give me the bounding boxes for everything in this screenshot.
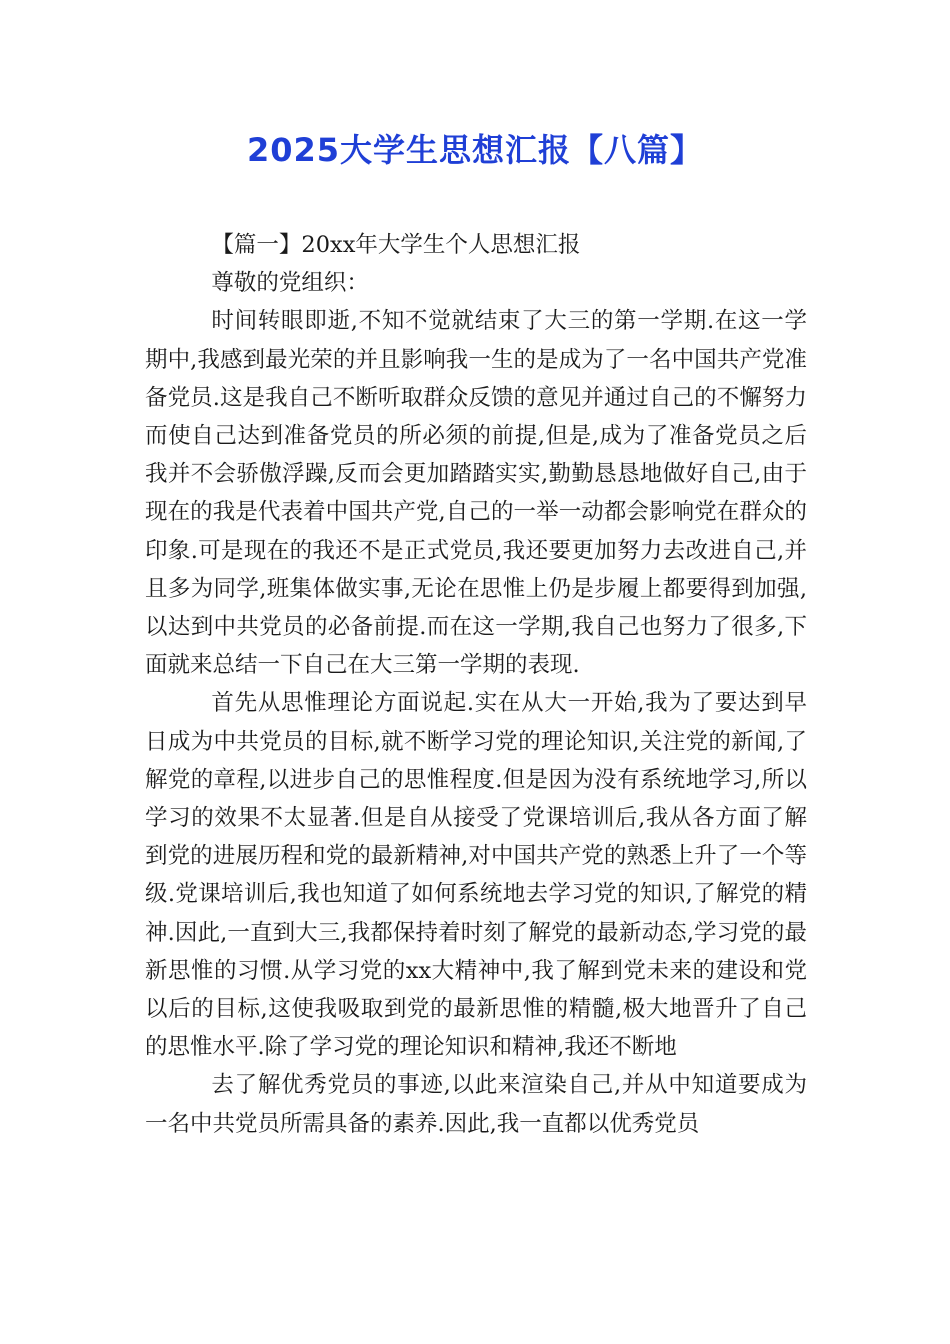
document-title: 2025大学生思想汇报【八篇】	[246, 131, 704, 169]
body-paragraph: 首先从思惟理论方面说起.实在从大一开始,我为了要达到早日成为中共党员的目标,就不断学习党的理论知识,关注党的新闻,了解党的章程,以进步自己的思惟程度.但是因为没有系统地学习,所以学习的效果不太显著.但是自从接受了党课培训后,我从各方面了解到党的进展历程和党的最新精神,对中国共产党的熟悉上升了一个等级.党课培训后,我也知道了如何系统地去学习党的知识,了解党的精神.因此,一直到大三,我都保持着时刻了解党的最新动态,学习党的最新思惟的习惯.从学习党的xx大精神中,我了解到党未来的建设和党以后的目标,这使我吸取到党的最新思惟的精髓,极大地晋升了自己的思惟水平.除了学习党的理论知识和精神,我还不断地	[145, 690, 807, 1061]
section-heading: 【篇一】20xx年大学生个人思想汇报	[211, 232, 581, 258]
body-paragraph: 去了解优秀党员的事迹,以此来渲染自己,并从中知道要成为一名中共党员所需具备的素养.因此,我一直都以优秀党员	[145, 1072, 807, 1137]
body-paragraph: 时间转眼即逝,不知不觉就结束了大三的第一学期.在这一学期中,我感到最光荣的并且影响我一生的是成为了一名中国共产党准备党员.这是我自己不断听取群众反馈的意见并通过自己的不懈努力而使自己达到准备党员的所必须的前提,但是,成为了准备党员之后我并不会骄傲浮躁,反而会更加踏踏实实,勤勤恳恳地做好自己,由于现在的我是代表着中国共产党,自己的一举一动都会影响党在群众的印象.可是现在的我还不是正式党员,我还要更加努力去改进自己,并且多为同学,班集体做实事,无论在思惟上仍是步履上都要得到加强,以达到中共党员的必备前提.而在这一学期,我自己也努力了很多,下面就来总结一下自己在大三第一学期的表现.	[145, 308, 807, 679]
document-body	[145, 226, 807, 1143]
salutation: 尊敬的党组织：	[211, 270, 369, 297]
